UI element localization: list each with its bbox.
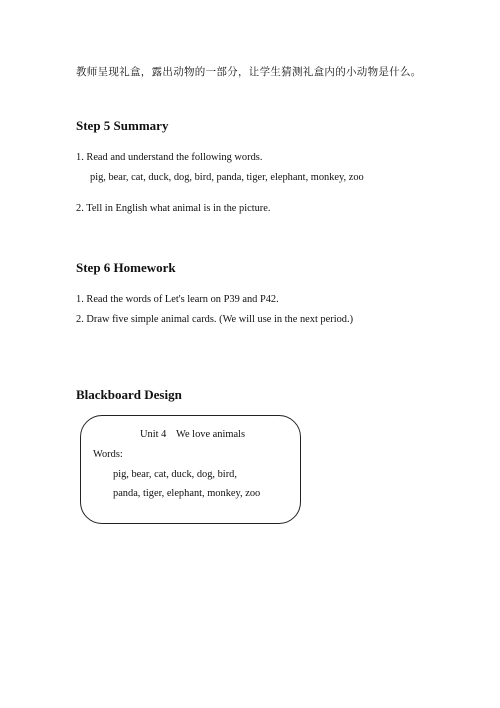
step5-item-2: 2. Tell in English what animal is in the picture. — [76, 203, 271, 214]
blackboard-words-label: Words: — [93, 449, 123, 460]
step5-heading: Step 5 Summary — [76, 118, 169, 133]
step6-item-1: 1. Read the words of Let's learn on P39 and P42. — [76, 294, 279, 305]
blackboard-unit-title: We love animals — [176, 429, 245, 440]
step6-heading: Step 6 Homework — [76, 260, 176, 275]
blackboard-heading: Blackboard Design — [76, 387, 182, 402]
intro-text: 教师呈现礼盒，露出动物的一部分，让学生猜测礼盒内的小动物是什么。 — [76, 66, 422, 78]
blackboard-box — [80, 415, 301, 524]
blackboard-words-line-1: pig, bear, cat, duck, dog, bird, — [113, 469, 237, 480]
step5-word-list: pig, bear, cat, duck, dog, bird, panda, tiger, elephant, monkey, zoo — [90, 172, 364, 183]
step5-item-1: 1. Read and understand the following words. — [76, 152, 263, 163]
blackboard-words-line-2: panda, tiger, elephant, monkey, zoo — [113, 488, 261, 499]
blackboard-unit: Unit 4 — [140, 429, 167, 440]
step6-item-2: 2. Draw five simple animal cards. (We will use in the next period.) — [76, 314, 354, 325]
